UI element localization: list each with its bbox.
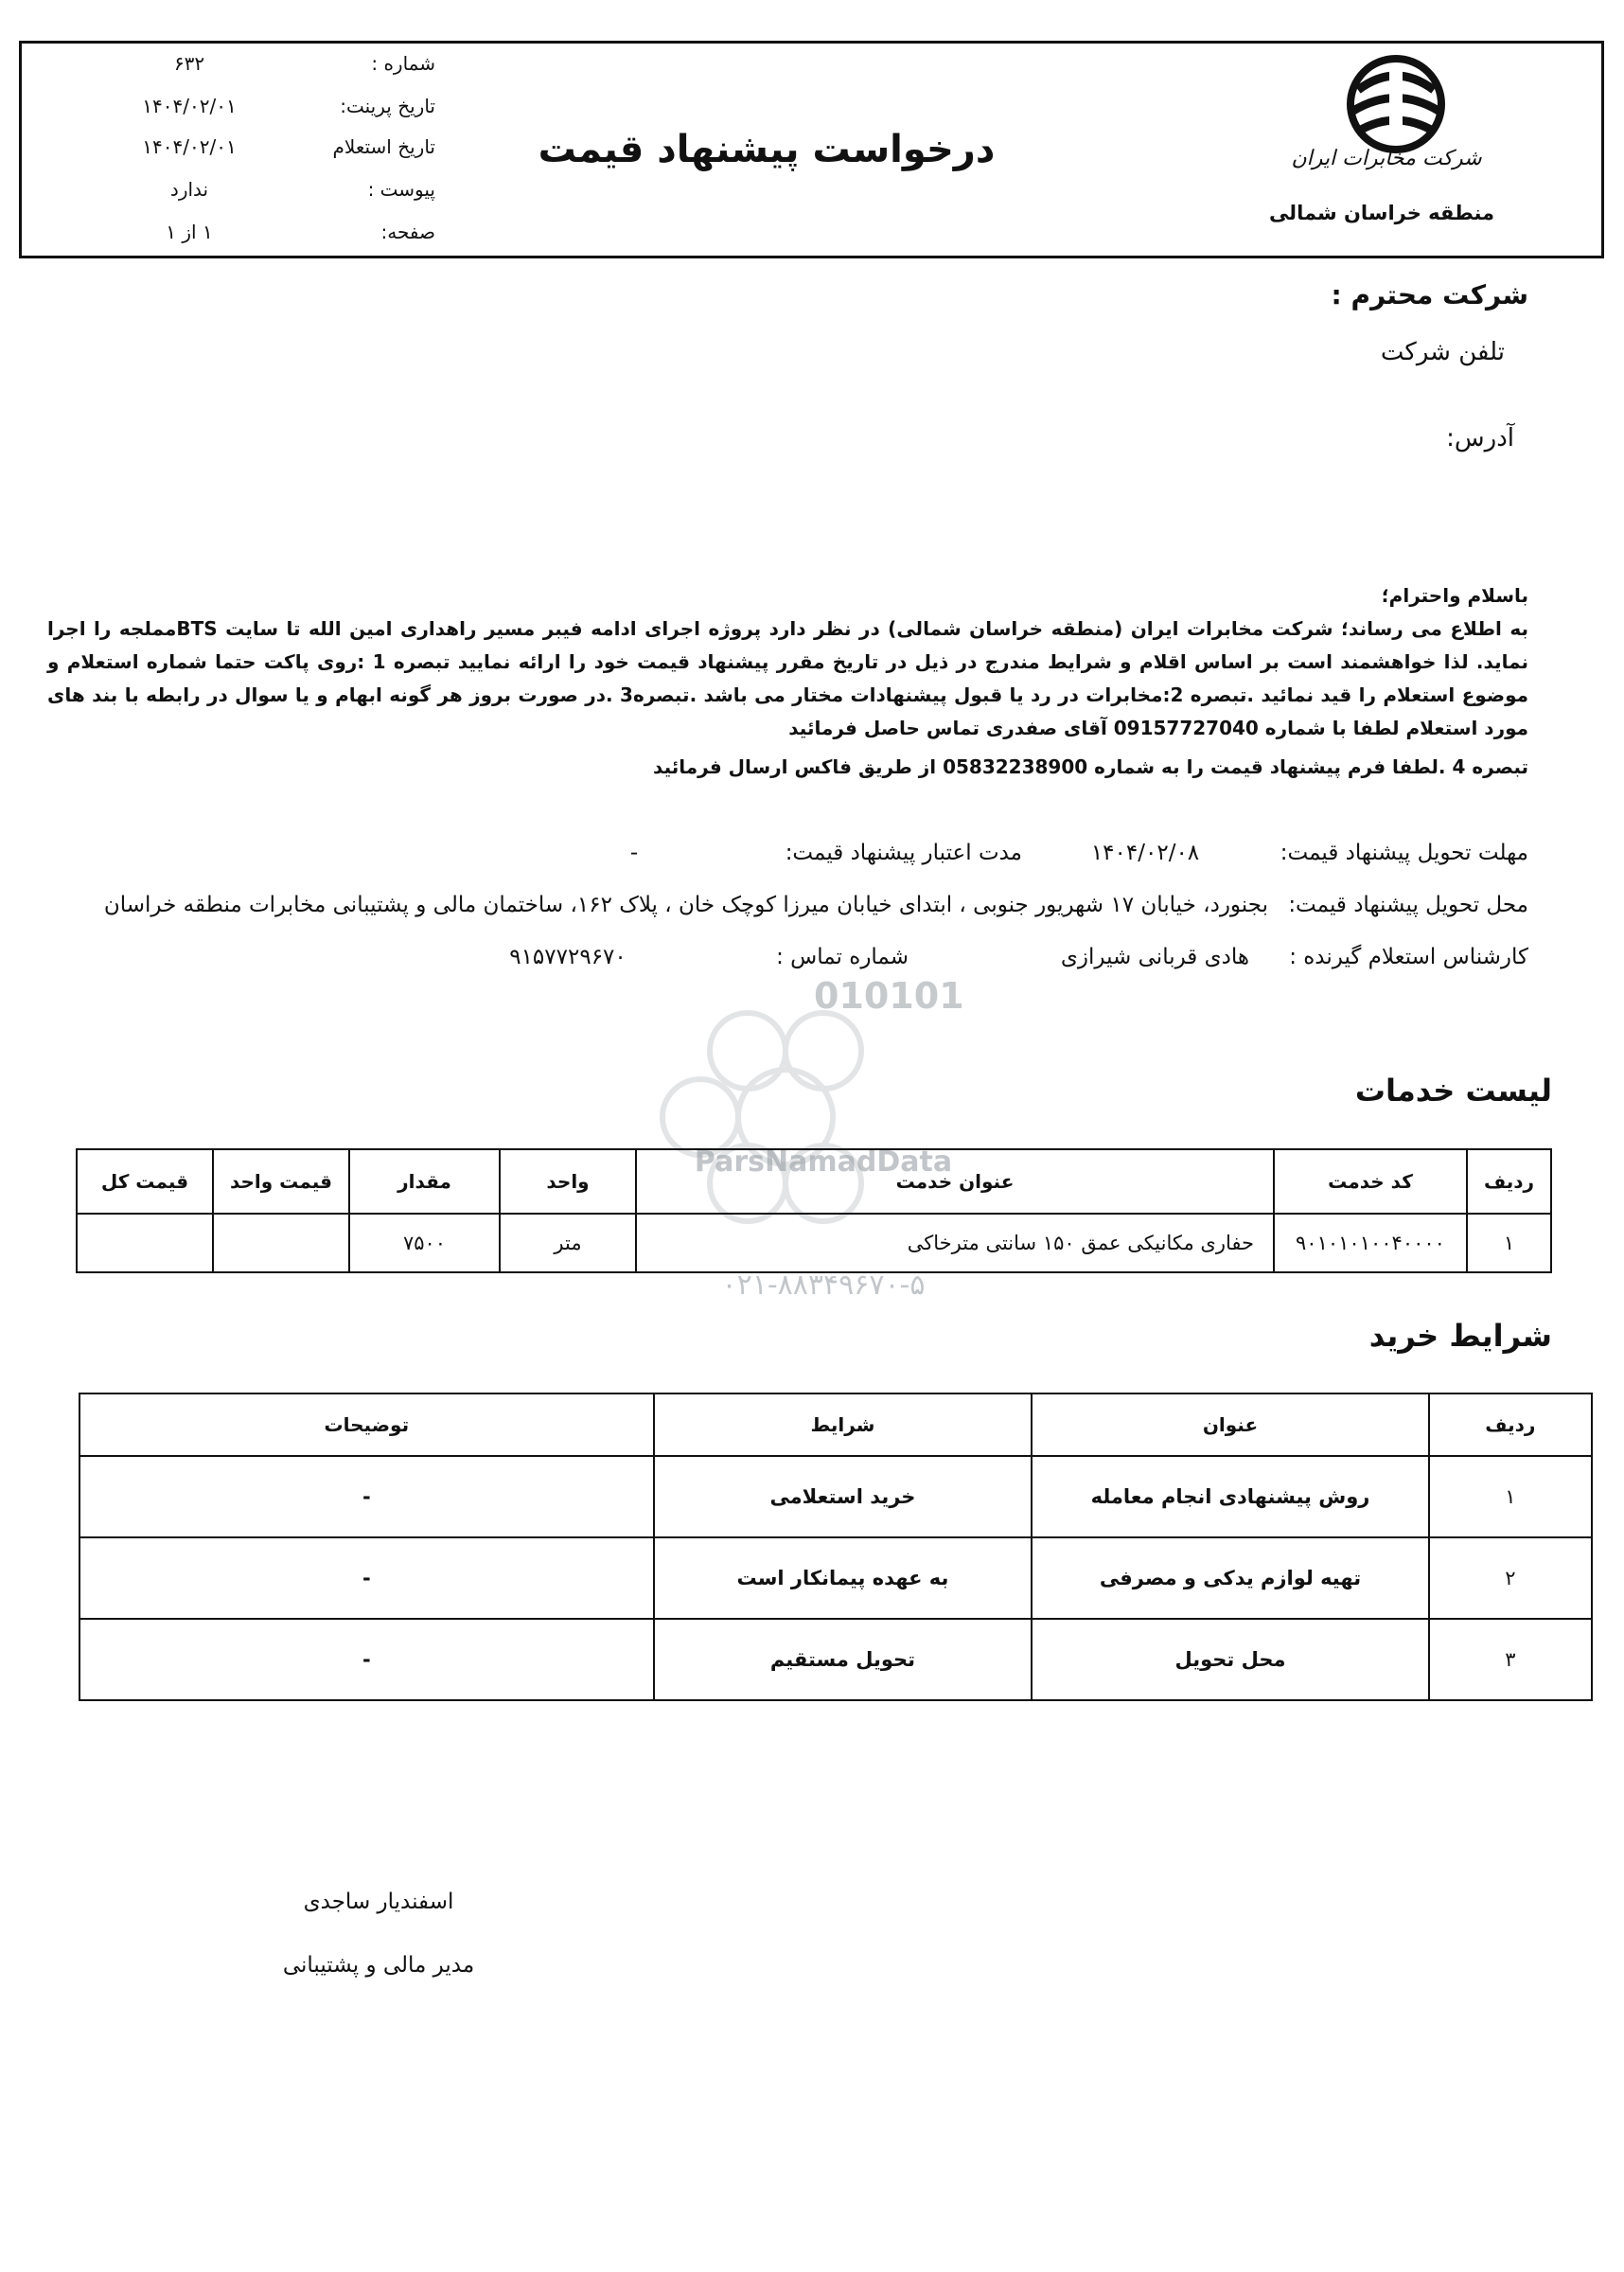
cell-description: - xyxy=(79,1456,654,1537)
table-header-row xyxy=(77,1149,1551,1214)
meta-page-value: ۱ از ۱ xyxy=(166,221,213,243)
meta-inquiry-date-label: تاریخ استعلام xyxy=(332,135,435,158)
recipient-address-label: آدرس: xyxy=(1446,424,1514,453)
watermark-digits: 010101 xyxy=(814,975,964,1017)
col-service-code: کد خدمت xyxy=(1274,1149,1467,1214)
cell-row: ۳ xyxy=(1429,1619,1592,1700)
cell-title: روش پیشنهادی انجام معامله xyxy=(1032,1456,1428,1537)
cell-condition: تحویل مستقیم xyxy=(654,1619,1033,1700)
meta-number-label: شماره : xyxy=(371,52,435,75)
cell-total-price[interactable] xyxy=(77,1214,213,1272)
recipient-phone-label: تلفن شرکت xyxy=(1380,338,1505,366)
letter-body xyxy=(47,579,1528,784)
greeting: باسلام واحترام؛ xyxy=(1381,584,1528,607)
page-title: درخواست پیشنهاد قیمت xyxy=(538,128,996,171)
meta-attachment-value: ندارد xyxy=(169,178,209,201)
cell-quantity: ۷۵۰۰ xyxy=(349,1214,500,1272)
col-description: توضیحات xyxy=(79,1393,654,1456)
col-total-price: قیمت کل xyxy=(77,1149,213,1214)
recipient-company-label: شرکت محترم : xyxy=(1331,279,1528,311)
cell-unit-price[interactable] xyxy=(213,1214,349,1272)
conditions-table xyxy=(79,1393,1593,1701)
table-row xyxy=(79,1619,1592,1700)
cell-row: ۱ xyxy=(1467,1214,1551,1272)
expert-label: کارشناس استعلام گیرنده : xyxy=(1289,945,1528,969)
watermark-brand: ParsNamadData xyxy=(694,1145,953,1179)
contact-value: ۹۱۵۷۷۲۹۶۷۰ xyxy=(509,945,627,969)
cell-service-title: حفاری مکانیکی عمق ۱۵۰ سانتی مترخاکی xyxy=(636,1214,1274,1272)
signatory-name: اسفندیار ساجدی xyxy=(303,1890,454,1914)
note-4: تبصره 4 .لطفا فرم پیشنهاد قیمت را به شماره 05832238900 از طریق فاکس ارسال فرمائید xyxy=(653,755,1528,778)
watermark-phone: ۰۲۱-۸۸۳۴۹۶۷۰-۵ xyxy=(721,1269,926,1302)
meta-number-value: ۶۳۲ xyxy=(173,52,205,75)
deadline-value: ۱۴۰۴/۰۲/۰۸ xyxy=(1090,841,1200,865)
validity-value: - xyxy=(629,841,639,865)
cell-description: - xyxy=(79,1619,654,1700)
meta-page-label: صفحه: xyxy=(380,221,435,243)
col-condition: شرایط xyxy=(654,1393,1033,1456)
services-table xyxy=(76,1148,1552,1273)
col-title: عنوان xyxy=(1032,1393,1428,1456)
col-unit-price: قیمت واحد xyxy=(213,1149,349,1214)
col-row: ردیف xyxy=(1429,1393,1592,1456)
cell-condition: خرید استعلامی xyxy=(654,1456,1033,1537)
meta-print-date-label: تاریخ پرینت: xyxy=(340,95,435,117)
location-label: محل تحویل پیشنهاد قیمت: xyxy=(1288,893,1528,917)
deadline-label: مهلت تحویل پیشنهاد قیمت: xyxy=(1280,841,1528,865)
cell-title: محل تحویل xyxy=(1032,1619,1428,1700)
conditions-section-title: شرایط خرید xyxy=(1368,1318,1552,1354)
letter-paragraph: به اطلاع می رساند؛ شرکت مخابرات ایران (منطقه خراسان شمالی) در نظر دارد پروژه اجرای ادامه فیبر مسیر راهداری امین الله تا سایت BTSمملجه را اجرا نماید. لذا خواهشمند است بر اساس اقلام و شرایط مندرج در ذیل در تاریخ مقرر پیشنهاد قیمت خود را ارائه نمایید تبصره 1 :روی پاکت حتما شماره استعلام و موضوع استعلام را قید نمائید .تبصره 2:مخابرات در رد یا قبول پیشنهادات مختار می باشد .تبصره3 .در صورت بروز هر گونه ابهام و یا سوال در رابطه با بند های مورد استعلام لطفا با شماره 09157727040 آقای صفدری تماس حاصل فرمائید xyxy=(47,617,1529,739)
signatory-role: مدیر مالی و پشتیبانی xyxy=(282,1953,475,1978)
validity-label: مدت اعتبار پیشنهاد قیمت: xyxy=(785,841,1022,865)
meta-print-date-value: ۱۴۰۴/۰۲/۰۱ xyxy=(142,95,237,117)
company-name: شرکت مخابرات ایران xyxy=(1291,147,1482,170)
col-quantity: مقدار xyxy=(349,1149,500,1214)
services-section-title: لیست خدمات xyxy=(1354,1073,1552,1109)
contact-label: شماره تماس : xyxy=(776,945,909,969)
col-row: ردیف xyxy=(1467,1149,1551,1214)
cell-row: ۱ xyxy=(1429,1456,1592,1537)
col-unit: واحد xyxy=(500,1149,636,1214)
cell-service-code: ۹۰۱۰۱۰۱۰۰۴۰۰۰۰ xyxy=(1274,1214,1467,1272)
meta-inquiry-date-value: ۱۴۰۴/۰۲/۰۱ xyxy=(142,135,237,158)
location-value: بجنورد، خیابان ۱۷ شهریور جنوبی ، ابتدای خیابان میرزا کوچک خان ، پلاک ۱۶۲، ساختمان مالی و پشتیبانی مخابرات منطقه خراسان xyxy=(103,893,1268,917)
cell-unit: متر xyxy=(500,1214,636,1272)
cell-condition: به عهده پیمانکار است xyxy=(654,1537,1033,1619)
expert-value: هادی قربانی شیرازی xyxy=(1060,945,1249,969)
table-row xyxy=(77,1214,1551,1272)
table-row xyxy=(79,1537,1592,1619)
cell-row: ۲ xyxy=(1429,1537,1592,1619)
table-row xyxy=(79,1456,1592,1537)
col-service-title: عنوان خدمت xyxy=(636,1149,1274,1214)
table-header-row xyxy=(79,1393,1592,1456)
cell-title: تهیه لوازم یدکی و مصرفی xyxy=(1032,1537,1428,1619)
meta-attachment-label: پیوست : xyxy=(367,178,435,201)
cell-description: - xyxy=(79,1537,654,1619)
region-name: منطقه خراسان شمالی xyxy=(1268,202,1495,224)
